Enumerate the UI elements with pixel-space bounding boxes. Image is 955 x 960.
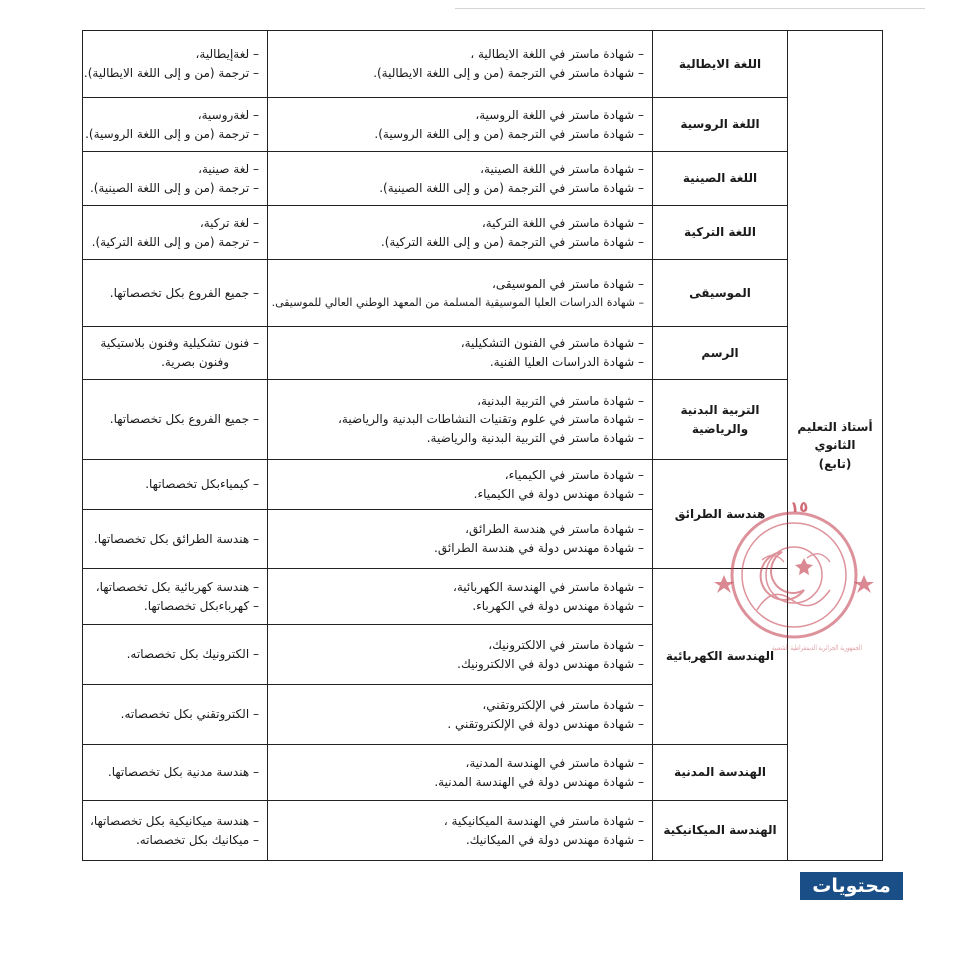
branch-line: – ترجمة (من و إلى اللغة الصينية). (91, 179, 259, 198)
branch-line: – ترجمة (من و إلى اللغة التركية). (91, 233, 259, 252)
table-row (83, 380, 883, 460)
diploma-line: – شهادة مهندس دولة في الكهرباء. (276, 597, 644, 616)
diploma-cell (268, 460, 653, 510)
post-title-line1: أستاذ التعليم (797, 419, 873, 434)
table-row (83, 327, 883, 380)
diploma-line: – شهادة مهندس دولة في الهندسة المدنية. (276, 773, 644, 792)
diploma-line: – شهادة ماستر في الإلكتروتقني، (276, 696, 644, 715)
diploma-cell (268, 31, 653, 98)
diploma-line: – شهادة الدراسات العليا الفنية. (276, 353, 644, 372)
diploma-line: – شهادة ماستر في الموسيقى، (276, 275, 644, 294)
branch-cell (83, 685, 268, 745)
branch-line: – الكترونيك بكل تخصصاته. (91, 645, 259, 664)
branch-line: – هندسة مدنية بكل تخصصاتها. (91, 763, 259, 782)
diploma-cell (268, 327, 653, 380)
branch-line: – فنون تشكيلية وفنون بلاستيكية (91, 334, 259, 353)
diploma-line: – شهادة الدراسات العليا الموسيقية المسلمة من المعهد الوطني العالي للموسيقى. (276, 294, 644, 311)
specialty-cell: الموسيقى (653, 260, 788, 327)
branch-cell (83, 460, 268, 510)
branch-cell (83, 206, 268, 260)
diploma-line: – شهادة ماستر في اللغة الصينية، (276, 160, 644, 179)
diploma-line: – شهادة ماستر في هندسة الطرائق، (276, 520, 644, 539)
document-table (82, 30, 883, 861)
diploma-cell (268, 380, 653, 460)
table-row (83, 98, 883, 152)
branch-line: – الكتروتقني بكل تخصصاته. (91, 705, 259, 724)
branch-line: وفنون بصرية. (161, 355, 229, 369)
branch-cell (83, 569, 268, 625)
diploma-cell (268, 801, 653, 861)
branch-cell (83, 260, 268, 327)
table-row (83, 260, 883, 327)
specialty-cell: اللغة التركية (653, 206, 788, 260)
diploma-line: – شهادة ماستر في الترجمة (من و إلى اللغة الروسية). (276, 125, 644, 144)
branch-line: – جميع الفروع بكل تخصصاتها. (91, 284, 259, 303)
specialty-cell: اللغة الايطالية (653, 31, 788, 98)
specialty-cell: هندسة الطرائق (653, 460, 788, 569)
branch-line: – كيمياءبكل تخصصاتها. (91, 475, 259, 494)
specialty-cell: اللغة الروسية (653, 98, 788, 152)
specialty-cell: الهندسة الكهربائية (653, 569, 788, 745)
diploma-line: – شهادة ماستر في الالكترونيك، (276, 636, 644, 655)
branch-cell (83, 152, 268, 206)
specialty-cell: الهندسة المدنية (653, 745, 788, 801)
diploma-line: – شهادة ماستر في الهندسة المدنية، (276, 754, 644, 773)
branch-cell (83, 380, 268, 460)
stamp-number: ١٥ (790, 498, 809, 516)
diploma-cell (268, 625, 653, 685)
table-row (83, 745, 883, 801)
specialty-cell: الرسم (653, 327, 788, 380)
diploma-line: – شهادة ماستر في اللغة الروسية، (276, 106, 644, 125)
branch-line: – هندسة كهربائية بكل تخصصاتها، (91, 578, 259, 597)
diploma-line: – شهادة ماستر في الفنون التشكيلية، (276, 334, 644, 353)
post-cell (788, 31, 883, 861)
diploma-line: – شهادة ماستر في اللغة الايطالية ، (276, 45, 644, 64)
diploma-line: – شهادة مهندس دولة في هندسة الطرائق. (276, 539, 644, 558)
branch-line: – لغةإيطالية، (91, 45, 259, 64)
diploma-line: – شهادة مهندس دولة في الإلكتروتقني . (276, 715, 644, 734)
branch-line: – ميكانيك بكل تخصصاته. (91, 831, 259, 850)
official-stamp (712, 490, 877, 655)
table-row (83, 206, 883, 260)
branch-cell (83, 625, 268, 685)
post-title-line3: (تابع) (818, 456, 852, 471)
table-row (83, 801, 883, 861)
post-title-line2: الثانوي (814, 438, 856, 453)
branch-line: – لغة تركية، (91, 214, 259, 233)
diploma-line: – شهادة مهندس دولة في الالكترونيك. (276, 655, 644, 674)
specialty-cell: اللغة الصينية (653, 152, 788, 206)
diploma-cell (268, 206, 653, 260)
diploma-line: – شهادة ماستر في الهندسة الميكانيكية ، (276, 812, 644, 831)
branch-cell (83, 801, 268, 861)
branch-line: – ترجمة (من و إلى اللغة الايطالية). (91, 64, 259, 83)
branch-cell (83, 31, 268, 98)
diploma-line: – شهادة ماستر في الهندسة الكهربائية، (276, 578, 644, 597)
diploma-cell (268, 260, 653, 327)
branch-line: – كهرباءبكل تخصصاتها. (91, 597, 259, 616)
table-row (83, 31, 883, 98)
table-row (83, 152, 883, 206)
branch-cell (83, 510, 268, 569)
diploma-line: – شهادة ماستر في الكيمياء، (276, 466, 644, 485)
diploma-line: – شهادة ماستر في الترجمة (من و إلى اللغة الصينية). (276, 179, 644, 198)
specialty-cell: الهندسة الميكانيكية (653, 801, 788, 861)
branch-line: – هندسة الطرائق بكل تخصصاتها. (91, 530, 259, 549)
diploma-line: – شهادة ماستر في علوم وتقنيات النشاطات البدنية والرياضية، (276, 410, 644, 429)
page-top-line (455, 8, 925, 9)
stamp-text: الجمهورية الجزائرية الديمقراطية الشعبية (772, 644, 863, 652)
diploma-line: – شهادة ماستر في التربية البدنية، (276, 392, 644, 411)
specialty-cell: التربية البدنية والرياضية (653, 380, 788, 460)
branch-cell (83, 98, 268, 152)
diploma-line: – شهادة ماستر في اللغة التركية، (276, 214, 644, 233)
diploma-line: – شهادة مهندس دولة في الميكانيك. (276, 831, 644, 850)
diploma-cell (268, 152, 653, 206)
watermark-logo: محتويات (800, 872, 903, 900)
diploma-cell (268, 569, 653, 625)
diploma-line: – شهادة ماستر في التربية البدنية والرياضية. (276, 429, 644, 448)
diploma-cell (268, 98, 653, 152)
branch-line: – لغة صينية، (91, 160, 259, 179)
branch-line: – لغةروسية، (91, 106, 259, 125)
diploma-cell (268, 510, 653, 569)
diploma-line: – شهادة ماستر في الترجمة (من و إلى اللغة الايطالية). (276, 64, 644, 83)
branch-cell (83, 745, 268, 801)
branch-cell (83, 327, 268, 380)
diploma-cell (268, 745, 653, 801)
diploma-line: – شهادة ماستر في الترجمة (من و إلى اللغة التركية). (276, 233, 644, 252)
branch-line: – جميع الفروع بكل تخصصاتها. (91, 410, 259, 429)
diploma-line: – شهادة مهندس دولة في الكيمياء. (276, 485, 644, 504)
branch-line: – هندسة ميكانيكية بكل تخصصاتها، (91, 812, 259, 831)
diploma-cell (268, 685, 653, 745)
branch-line: – ترجمة (من و إلى اللغة الروسية). (91, 125, 259, 144)
